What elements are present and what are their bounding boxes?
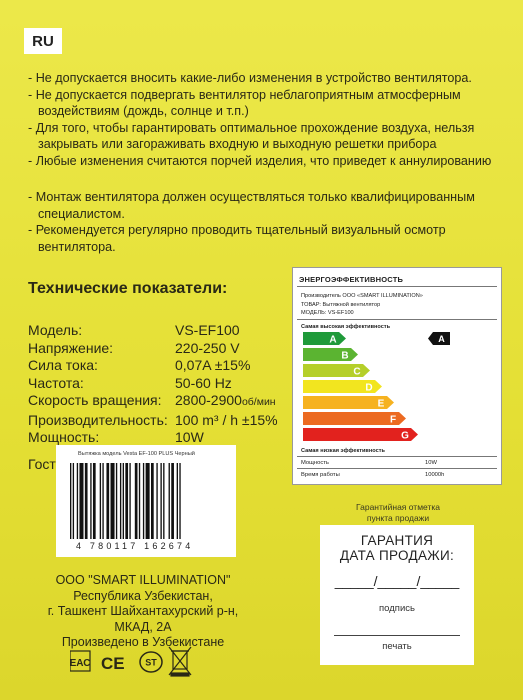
- guarantee-title-line: ГАРАНТИЯ: [360, 533, 434, 548]
- energy-power-value: 10W: [425, 460, 437, 466]
- company-street: МКАД, 2А: [114, 619, 172, 634]
- svg-text:ST: ST: [145, 657, 157, 668]
- svg-text:E: E: [377, 398, 385, 409]
- spec-value: 220-250 V: [175, 339, 240, 356]
- rule-item: - Для того, чтобы гарантировать оптимальное прохождение воздуха, нельзя закрывать или загораживать входную и выходную решетки прибора: [28, 120, 475, 151]
- energy-rating-text: A: [438, 334, 445, 344]
- energy-rating-marker: [428, 332, 450, 345]
- divider: [297, 286, 497, 287]
- ce-mark: [101, 654, 125, 673]
- guarantee-note-line: Гарантийная отметка: [355, 502, 441, 512]
- svg-text:C: C: [353, 366, 361, 377]
- weee-bin-icon: [169, 647, 191, 676]
- spec-row: [28, 340, 278, 358]
- certification-marks: [70, 645, 210, 679]
- company-address: [14, 573, 272, 651]
- spec-label: Сила тока:: [28, 357, 98, 373]
- spec-value: 0,07A ±15%: [175, 357, 251, 373]
- energy-class-b: [303, 348, 358, 361]
- spec-value: 100 m³ / h ±15%: [175, 411, 278, 428]
- spec-label: Скорость вращения:: [28, 392, 162, 408]
- company-country: Республика Узбекистан,: [73, 588, 213, 603]
- spec-row: [28, 357, 278, 375]
- barcode-number: 4 780117 162674: [76, 541, 194, 551]
- guarantee-note: [318, 502, 478, 524]
- safety-rules: [28, 70, 508, 255]
- energy-class-a: [303, 332, 346, 345]
- spec-value: 10W: [175, 429, 204, 445]
- spec-row: [28, 429, 278, 447]
- rule-item: - Рекомендуется регулярно проводить тщательный визуальный осмотр вентилятора.: [28, 223, 446, 254]
- barcode-caption: Вытяжка модель Vesta EF-100 PLUS Черный: [78, 451, 195, 457]
- energy-product: ТОВАР: Вытяжной вентилятор: [301, 302, 381, 308]
- made-in: Произведено в Узбекистане: [61, 635, 225, 649]
- signature-label: подпись: [379, 603, 415, 614]
- spec-label: Частота:: [28, 374, 84, 391]
- energy-model: МОДЕЛЬ: VS-EF100: [301, 310, 354, 316]
- svg-text:G: G: [401, 430, 409, 441]
- energy-efficiency-label: [292, 267, 502, 485]
- energy-power-row: [301, 460, 493, 466]
- energy-class-d: [303, 380, 382, 393]
- spec-label: Мощность:: [28, 429, 100, 445]
- energy-class-g: [303, 428, 418, 441]
- energy-header: ЭНЕРГОЭФФЕКТИВНОСТЬ: [299, 275, 404, 284]
- energy-runtime-value: 10000h: [425, 472, 445, 478]
- svg-text:F: F: [389, 414, 397, 425]
- stamp-line: [334, 635, 460, 636]
- guarantee-card: [320, 525, 474, 665]
- eac-mark: [70, 651, 90, 671]
- stamp-label: печать: [382, 641, 412, 652]
- spec-label: Напряжение:: [28, 339, 114, 356]
- energy-producer: Производитель ООО «SMART ILLUMINATION»: [301, 293, 423, 299]
- energy-class-e: [303, 396, 394, 409]
- svg-text:D: D: [365, 382, 373, 393]
- svg-text:B: B: [341, 350, 349, 361]
- rule-item: - Любые изменения считаются порчей изделия, что приведет к аннулированию: [28, 153, 492, 168]
- spec-value: 2800-2900: [175, 392, 242, 408]
- guarantee-title-line: ДАТА ПРОДАЖИ:: [339, 548, 455, 563]
- spec-row: [28, 412, 278, 430]
- divider: [297, 319, 497, 320]
- rule-item: - Не допускается вносить какие-либо изменения в устройство вентилятора.: [28, 71, 472, 85]
- rule-item: - Не допускается подвергать вентилятор неблагоприятным атмосферным воздействиям (дождь, солнце и т.п.): [28, 87, 461, 118]
- svg-text:ЕАС: ЕАС: [70, 658, 91, 669]
- spec-value: VS-EF100: [175, 322, 240, 338]
- company-name: ООО "SMART ILLUMINATION": [55, 573, 231, 587]
- spec-unit: об/мин: [241, 396, 276, 408]
- spec-value: 50-60 Hz: [175, 374, 232, 391]
- spec-label: Производительность:: [28, 411, 168, 428]
- energy-class-c: [303, 364, 370, 377]
- energy-runtime-label: Время работы: [301, 472, 340, 478]
- tech-specs-table: [28, 322, 278, 447]
- energy-runtime-row: [301, 472, 493, 478]
- energy-power-label: Мощность: [301, 460, 329, 466]
- divider: [297, 468, 497, 469]
- svg-text:A: A: [329, 334, 337, 345]
- spec-row: [28, 375, 278, 393]
- sale-date-field: _____/_____/_____: [334, 573, 460, 589]
- guarantee-note-line: пункта продажи: [366, 513, 430, 523]
- energy-highest-label: Самая высокая эффективность: [301, 324, 391, 330]
- energy-class-f: [303, 412, 406, 425]
- rule-item: - Монтаж вентилятора должен осуществляться только квалифицированным специалистом.: [28, 190, 475, 221]
- energy-lowest-label: Самая низкая эффективность: [301, 448, 385, 454]
- spec-row: [28, 322, 278, 340]
- barcode-image: [68, 463, 224, 541]
- spec-row: [28, 392, 278, 412]
- spec-label: Модель:: [28, 322, 83, 338]
- svg-text:CE: CE: [101, 654, 125, 673]
- st-mark: [140, 652, 162, 672]
- guarantee-title: [320, 533, 474, 563]
- language-badge: RU: [24, 28, 62, 54]
- barcode-sticker: [56, 445, 236, 557]
- gost-label: Гост: [28, 456, 56, 472]
- tech-specs-title: Технические показатели:: [28, 280, 228, 297]
- company-city: г. Ташкент Шайхантахурский р-н,: [47, 604, 239, 618]
- divider: [297, 456, 497, 457]
